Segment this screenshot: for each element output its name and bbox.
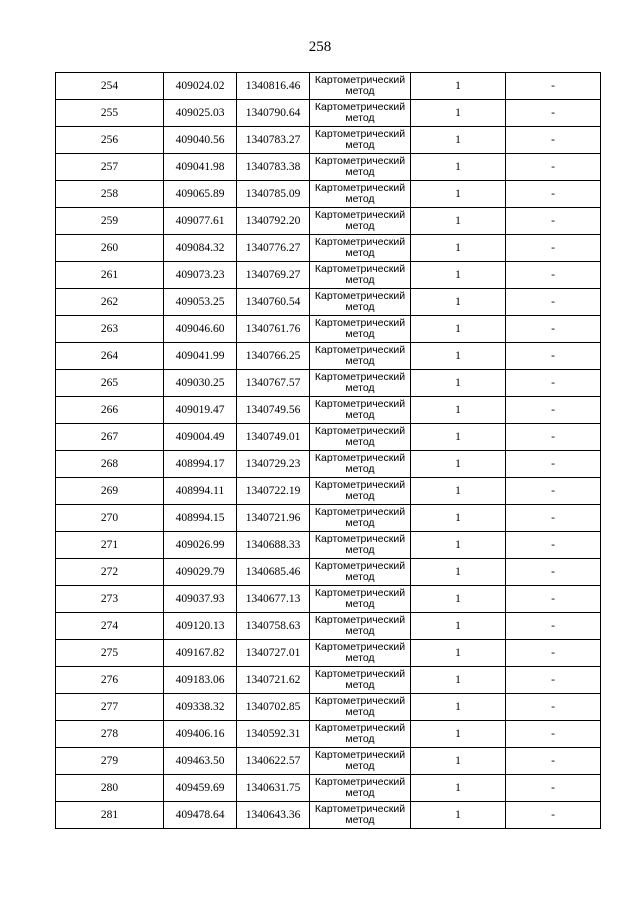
method-cell: [310, 424, 411, 451]
y-coordinate-cell: 1340783.38: [237, 154, 310, 181]
method-line-1: Картометрический: [314, 587, 406, 599]
method-line-2: метод: [345, 85, 375, 97]
y-coordinate-cell: 1340721.62: [237, 667, 310, 694]
method-line-1: Картометрический: [314, 506, 406, 518]
y-coordinate-cell: 1340592.31: [237, 721, 310, 748]
y-coordinate-cell: 1340785.09: [237, 181, 310, 208]
method-line-2: метод: [345, 706, 375, 718]
method-line-1: Картометрический: [314, 155, 406, 167]
accuracy-cell: 1: [411, 613, 506, 640]
method-line-1: Картометрический: [314, 101, 406, 113]
table-row: [56, 451, 601, 478]
x-coordinate-cell: 409046.60: [164, 316, 237, 343]
method-cell: [310, 451, 411, 478]
x-coordinate-cell: 408994.17: [164, 451, 237, 478]
accuracy-cell: 1: [411, 586, 506, 613]
y-coordinate-cell: 1340631.75: [237, 775, 310, 802]
table-row: [56, 343, 601, 370]
method-cell: [310, 640, 411, 667]
note-cell: -: [506, 721, 601, 748]
note-cell: -: [506, 478, 601, 505]
accuracy-cell: 1: [411, 505, 506, 532]
method-line-2: метод: [345, 463, 375, 475]
method-cell: [310, 235, 411, 262]
method-cell: [310, 748, 411, 775]
point-number-cell: 256: [56, 127, 164, 154]
method-line-2: метод: [345, 679, 375, 691]
method-line-2: метод: [345, 112, 375, 124]
method-line-2: метод: [345, 787, 375, 799]
note-cell: -: [506, 127, 601, 154]
method-line-1: Картометрический: [314, 641, 406, 653]
table-row: [56, 73, 601, 100]
note-cell: -: [506, 100, 601, 127]
accuracy-cell: 1: [411, 370, 506, 397]
table-row: [56, 181, 601, 208]
y-coordinate-cell: 1340816.46: [237, 73, 310, 100]
y-coordinate-cell: 1340702.85: [237, 694, 310, 721]
y-coordinate-cell: 1340769.27: [237, 262, 310, 289]
x-coordinate-cell: 409459.69: [164, 775, 237, 802]
accuracy-cell: 1: [411, 73, 506, 100]
x-coordinate-cell: 409463.50: [164, 748, 237, 775]
table-row: [56, 586, 601, 613]
point-number-cell: 260: [56, 235, 164, 262]
accuracy-cell: 1: [411, 667, 506, 694]
note-cell: -: [506, 694, 601, 721]
accuracy-cell: 1: [411, 802, 506, 829]
y-coordinate-cell: 1340721.96: [237, 505, 310, 532]
method-line-2: метод: [345, 139, 375, 151]
method-cell: [310, 343, 411, 370]
x-coordinate-cell: 409019.47: [164, 397, 237, 424]
y-coordinate-cell: 1340727.01: [237, 640, 310, 667]
x-coordinate-cell: 408994.15: [164, 505, 237, 532]
y-coordinate-cell: 1340622.57: [237, 748, 310, 775]
method-line-2: метод: [345, 247, 375, 259]
method-cell: [310, 478, 411, 505]
point-number-cell: 266: [56, 397, 164, 424]
y-coordinate-cell: 1340767.57: [237, 370, 310, 397]
y-coordinate-cell: 1340685.46: [237, 559, 310, 586]
table-row: [56, 505, 601, 532]
accuracy-cell: 1: [411, 748, 506, 775]
accuracy-cell: 1: [411, 775, 506, 802]
page-number: 258: [308, 39, 332, 55]
x-coordinate-cell: 409183.06: [164, 667, 237, 694]
x-coordinate-cell: 409029.79: [164, 559, 237, 586]
method-cell: [310, 775, 411, 802]
note-cell: -: [506, 262, 601, 289]
note-cell: -: [506, 505, 601, 532]
y-coordinate-cell: 1340758.63: [237, 613, 310, 640]
table-row: [56, 748, 601, 775]
table-row: [56, 721, 601, 748]
method-cell: [310, 100, 411, 127]
method-line-1: Картометрический: [314, 236, 406, 248]
method-line-1: Картометрический: [314, 452, 406, 464]
table-row: [56, 802, 601, 829]
accuracy-cell: 1: [411, 289, 506, 316]
method-line-2: метод: [345, 544, 375, 556]
y-coordinate-cell: 1340722.19: [237, 478, 310, 505]
x-coordinate-cell: 409041.99: [164, 343, 237, 370]
accuracy-cell: 1: [411, 154, 506, 181]
x-coordinate-cell: 409338.32: [164, 694, 237, 721]
note-cell: -: [506, 73, 601, 100]
coordinates-table: [55, 72, 601, 829]
table-row: [56, 370, 601, 397]
note-cell: -: [506, 370, 601, 397]
point-number-cell: 255: [56, 100, 164, 127]
point-number-cell: 267: [56, 424, 164, 451]
x-coordinate-cell: 409065.89: [164, 181, 237, 208]
x-coordinate-cell: 409024.02: [164, 73, 237, 100]
point-number-cell: 258: [56, 181, 164, 208]
method-line-1: Картометрический: [314, 317, 406, 329]
accuracy-cell: 1: [411, 721, 506, 748]
x-coordinate-cell: 409120.13: [164, 613, 237, 640]
table-row: [56, 262, 601, 289]
x-coordinate-cell: 409084.32: [164, 235, 237, 262]
x-coordinate-cell: 409004.49: [164, 424, 237, 451]
method-line-2: метод: [345, 652, 375, 664]
note-cell: -: [506, 424, 601, 451]
method-line-1: Картометрический: [314, 209, 406, 221]
table-row: [56, 289, 601, 316]
accuracy-cell: 1: [411, 694, 506, 721]
y-coordinate-cell: 1340783.27: [237, 127, 310, 154]
table-row: [56, 532, 601, 559]
accuracy-cell: 1: [411, 451, 506, 478]
point-number-cell: 281: [56, 802, 164, 829]
method-line-2: метод: [345, 166, 375, 178]
y-coordinate-cell: 1340761.76: [237, 316, 310, 343]
method-cell: [310, 586, 411, 613]
point-number-cell: 276: [56, 667, 164, 694]
note-cell: -: [506, 154, 601, 181]
method-line-1: Картометрический: [314, 668, 406, 680]
x-coordinate-cell: 409025.03: [164, 100, 237, 127]
note-cell: -: [506, 343, 601, 370]
point-number-cell: 271: [56, 532, 164, 559]
note-cell: -: [506, 451, 601, 478]
note-cell: -: [506, 181, 601, 208]
x-coordinate-cell: 409040.56: [164, 127, 237, 154]
x-coordinate-cell: 409053.25: [164, 289, 237, 316]
point-number-cell: 268: [56, 451, 164, 478]
method-cell: [310, 505, 411, 532]
note-cell: -: [506, 748, 601, 775]
method-line-2: метод: [345, 220, 375, 232]
coordinates-table-body: [56, 73, 601, 829]
method-line-1: Картометрический: [314, 776, 406, 788]
x-coordinate-cell: 409167.82: [164, 640, 237, 667]
accuracy-cell: 1: [411, 559, 506, 586]
note-cell: -: [506, 208, 601, 235]
table-row: [56, 208, 601, 235]
x-coordinate-cell: 409030.25: [164, 370, 237, 397]
table-row: [56, 154, 601, 181]
method-line-2: метод: [345, 598, 375, 610]
point-number-cell: 280: [56, 775, 164, 802]
method-line-1: Картометрический: [314, 182, 406, 194]
method-cell: [310, 559, 411, 586]
method-line-2: метод: [345, 409, 375, 421]
method-cell: [310, 532, 411, 559]
point-number-cell: 272: [56, 559, 164, 586]
method-line-2: метод: [345, 760, 375, 772]
method-line-1: Картометрический: [314, 560, 406, 572]
y-coordinate-cell: 1340749.01: [237, 424, 310, 451]
y-coordinate-cell: 1340776.27: [237, 235, 310, 262]
point-number-cell: 254: [56, 73, 164, 100]
accuracy-cell: 1: [411, 235, 506, 262]
x-coordinate-cell: 409073.23: [164, 262, 237, 289]
method-line-1: Картометрический: [314, 398, 406, 410]
accuracy-cell: 1: [411, 532, 506, 559]
method-line-1: Картометрический: [314, 695, 406, 707]
point-number-cell: 265: [56, 370, 164, 397]
note-cell: -: [506, 532, 601, 559]
table-row: [56, 640, 601, 667]
point-number-cell: 263: [56, 316, 164, 343]
method-cell: [310, 127, 411, 154]
x-coordinate-cell: 408994.11: [164, 478, 237, 505]
y-coordinate-cell: 1340790.64: [237, 100, 310, 127]
accuracy-cell: 1: [411, 100, 506, 127]
x-coordinate-cell: 409026.99: [164, 532, 237, 559]
accuracy-cell: 1: [411, 181, 506, 208]
method-line-1: Картометрический: [314, 425, 406, 437]
method-line-2: метод: [345, 733, 375, 745]
method-line-1: Картометрический: [314, 479, 406, 491]
table-row: [56, 613, 601, 640]
x-coordinate-cell: 409077.61: [164, 208, 237, 235]
accuracy-cell: 1: [411, 208, 506, 235]
method-cell: [310, 694, 411, 721]
method-line-1: Картометрический: [314, 614, 406, 626]
accuracy-cell: 1: [411, 424, 506, 451]
method-cell: [310, 73, 411, 100]
point-number-cell: 278: [56, 721, 164, 748]
method-line-1: Картометрический: [314, 722, 406, 734]
table-row: [56, 694, 601, 721]
note-cell: -: [506, 235, 601, 262]
accuracy-cell: 1: [411, 127, 506, 154]
method-line-1: Картометрический: [314, 803, 406, 815]
method-cell: [310, 154, 411, 181]
point-number-cell: 275: [56, 640, 164, 667]
method-cell: [310, 613, 411, 640]
point-number-cell: 257: [56, 154, 164, 181]
point-number-cell: 270: [56, 505, 164, 532]
method-cell: [310, 370, 411, 397]
method-line-2: метод: [345, 571, 375, 583]
method-line-1: Картометрический: [314, 749, 406, 761]
table-row: [56, 397, 601, 424]
table-row: [56, 478, 601, 505]
table-row: [56, 667, 601, 694]
point-number-cell: 261: [56, 262, 164, 289]
method-cell: [310, 667, 411, 694]
method-line-2: метод: [345, 274, 375, 286]
accuracy-cell: 1: [411, 343, 506, 370]
table-row: [56, 316, 601, 343]
accuracy-cell: 1: [411, 478, 506, 505]
method-line-2: метод: [345, 814, 375, 826]
point-number-cell: 277: [56, 694, 164, 721]
y-coordinate-cell: 1340729.23: [237, 451, 310, 478]
method-line-1: Картометрический: [314, 128, 406, 140]
method-cell: [310, 802, 411, 829]
method-cell: [310, 262, 411, 289]
method-line-1: Картометрический: [314, 290, 406, 302]
method-line-2: метод: [345, 490, 375, 502]
method-line-2: метод: [345, 301, 375, 313]
method-line-1: Картометрический: [314, 533, 406, 545]
method-line-2: метод: [345, 382, 375, 394]
y-coordinate-cell: 1340643.36: [237, 802, 310, 829]
point-number-cell: 259: [56, 208, 164, 235]
point-number-cell: 269: [56, 478, 164, 505]
accuracy-cell: 1: [411, 316, 506, 343]
y-coordinate-cell: 1340677.13: [237, 586, 310, 613]
method-cell: [310, 721, 411, 748]
method-line-2: метод: [345, 625, 375, 637]
method-line-2: метод: [345, 355, 375, 367]
y-coordinate-cell: 1340749.56: [237, 397, 310, 424]
note-cell: -: [506, 802, 601, 829]
y-coordinate-cell: 1340766.25: [237, 343, 310, 370]
method-line-2: метод: [345, 436, 375, 448]
accuracy-cell: 1: [411, 262, 506, 289]
method-line-1: Картометрический: [314, 371, 406, 383]
method-cell: [310, 316, 411, 343]
point-number-cell: 279: [56, 748, 164, 775]
point-number-cell: 274: [56, 613, 164, 640]
table-row: [56, 127, 601, 154]
note-cell: -: [506, 316, 601, 343]
table-row: [56, 424, 601, 451]
note-cell: -: [506, 559, 601, 586]
point-number-cell: 273: [56, 586, 164, 613]
method-line-2: метод: [345, 328, 375, 340]
note-cell: -: [506, 289, 601, 316]
method-cell: [310, 181, 411, 208]
method-line-1: Картометрический: [314, 263, 406, 275]
x-coordinate-cell: 409478.64: [164, 802, 237, 829]
point-number-cell: 264: [56, 343, 164, 370]
note-cell: -: [506, 613, 601, 640]
note-cell: -: [506, 667, 601, 694]
accuracy-cell: 1: [411, 397, 506, 424]
method-cell: [310, 397, 411, 424]
x-coordinate-cell: 409406.16: [164, 721, 237, 748]
y-coordinate-cell: 1340792.20: [237, 208, 310, 235]
method-line-1: Картометрический: [314, 74, 406, 86]
table-row: [56, 235, 601, 262]
method-line-2: метод: [345, 517, 375, 529]
note-cell: -: [506, 775, 601, 802]
note-cell: -: [506, 640, 601, 667]
method-line-2: метод: [345, 193, 375, 205]
table-row: [56, 775, 601, 802]
note-cell: -: [506, 397, 601, 424]
method-cell: [310, 289, 411, 316]
note-cell: -: [506, 586, 601, 613]
accuracy-cell: 1: [411, 640, 506, 667]
x-coordinate-cell: 409041.98: [164, 154, 237, 181]
method-cell: [310, 208, 411, 235]
method-line-1: Картометрический: [314, 344, 406, 356]
x-coordinate-cell: 409037.93: [164, 586, 237, 613]
table-row: [56, 559, 601, 586]
table-row: [56, 100, 601, 127]
point-number-cell: 262: [56, 289, 164, 316]
y-coordinate-cell: 1340760.54: [237, 289, 310, 316]
y-coordinate-cell: 1340688.33: [237, 532, 310, 559]
